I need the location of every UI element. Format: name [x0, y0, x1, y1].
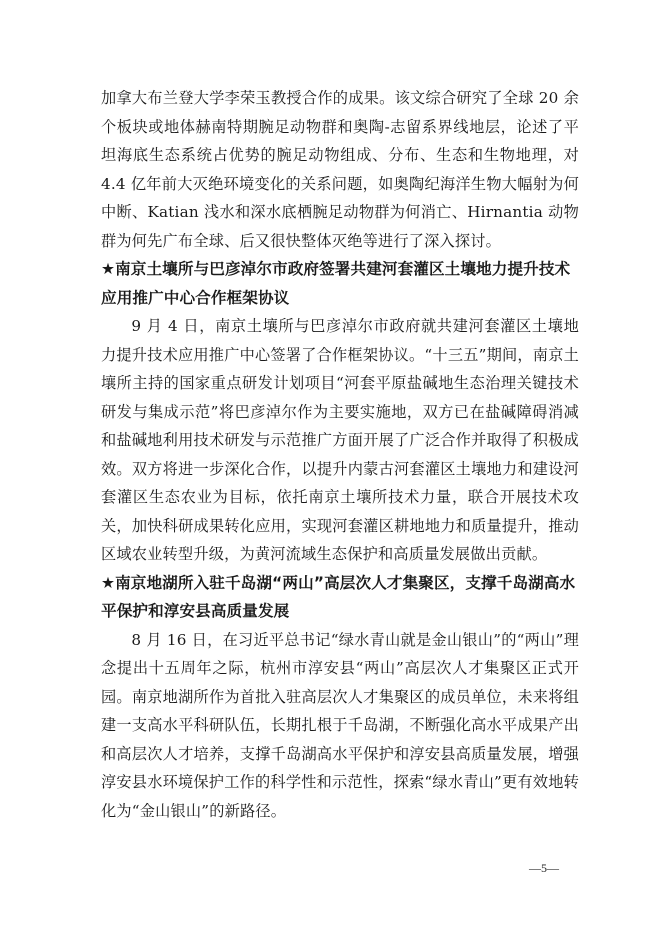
section-body-lake-institute: 8 月 16 日，在习近平总书记“绿水青山就是金山银山”的“两山”理念提出十五周年之际，杭州市淳安县“两山”高层次人才集聚区正式开园。南京地湖所作为首批入驻高层次人才集聚区的成员单位，未来将组建一支高水平科研队伍，长期扎根于千岛湖，不断强化高水平成果产出和高层次人才培养，支撑千岛湖高水平保护和淳安县高质量发展，增强淳安县水环境保护工作的科学性和示范性，探索“绿水青山”更有效地转化为“金山银山”的新路径。	[101, 630, 579, 820]
section-body-soil-institute: 9 月 4 日，南京土壤所与巴彦淖尔市政府就共建河套灌区土壤地力提升技术应用推广中心签署了合作框架协议。“十三五”期间，南京土壤所主持的国家重点研发计划项目“河套平原盐碱地生态治理关键技术研发与集成示范”将巴彦淖尔作为主要实施地，双方已在盐碱障碍消减和盐碱地利用技术研发与示范推广方面开展了广泛合作并取得了积极成效。双方将进一步深化合作，以提升内蒙古河套灌区土壤地力和建设河套灌区生态农业为目标，依托南京土壤所技术力量，联合开展技术攻关，加快科研成果转化应用，实现河套灌区耕地地力和质量提升，推动区域农业转型升级，为黄河流域生态保护和高质量发展做出贡献。	[101, 317, 579, 563]
star-icon: ★	[101, 260, 116, 278]
intro-paragraph: 加拿大布兰登大学李荣玉教授合作的成果。该文综合研究了全球 20 余个板块或地体赫南特期腕足动物群和奥陶-志留系界线地层，论述了平坦海底生态系统占优势的腕足动物组成、分布、生态和生物地理，对 4.4 亿年前大灭绝环境变化的关系问题，如奥陶纪海洋生物大幅射为何中断、Katian 浅水和深水底栖腕足动物群为何消亡、Hirnantia 动物群为何先广布全球、后又很快整体灭绝等进行了深入探讨。	[101, 89, 579, 250]
section-title: 南京土壤所与巴彦淖尔市政府签署共建河套灌区土壤地力提升技术应用推广中心合作框架协议	[101, 260, 571, 307]
page-number: —5—	[529, 861, 559, 875]
section-title: 南京地湖所入驻千岛湖“两山”高层次人才集聚区，支撑千岛湖高水平保护和淳安县高质量发展	[101, 573, 576, 620]
section-heading-soil-institute	[101, 255, 579, 312]
star-icon: ★	[101, 573, 116, 592]
document-page	[101, 84, 579, 825]
section-heading-lake-institute	[101, 569, 579, 626]
